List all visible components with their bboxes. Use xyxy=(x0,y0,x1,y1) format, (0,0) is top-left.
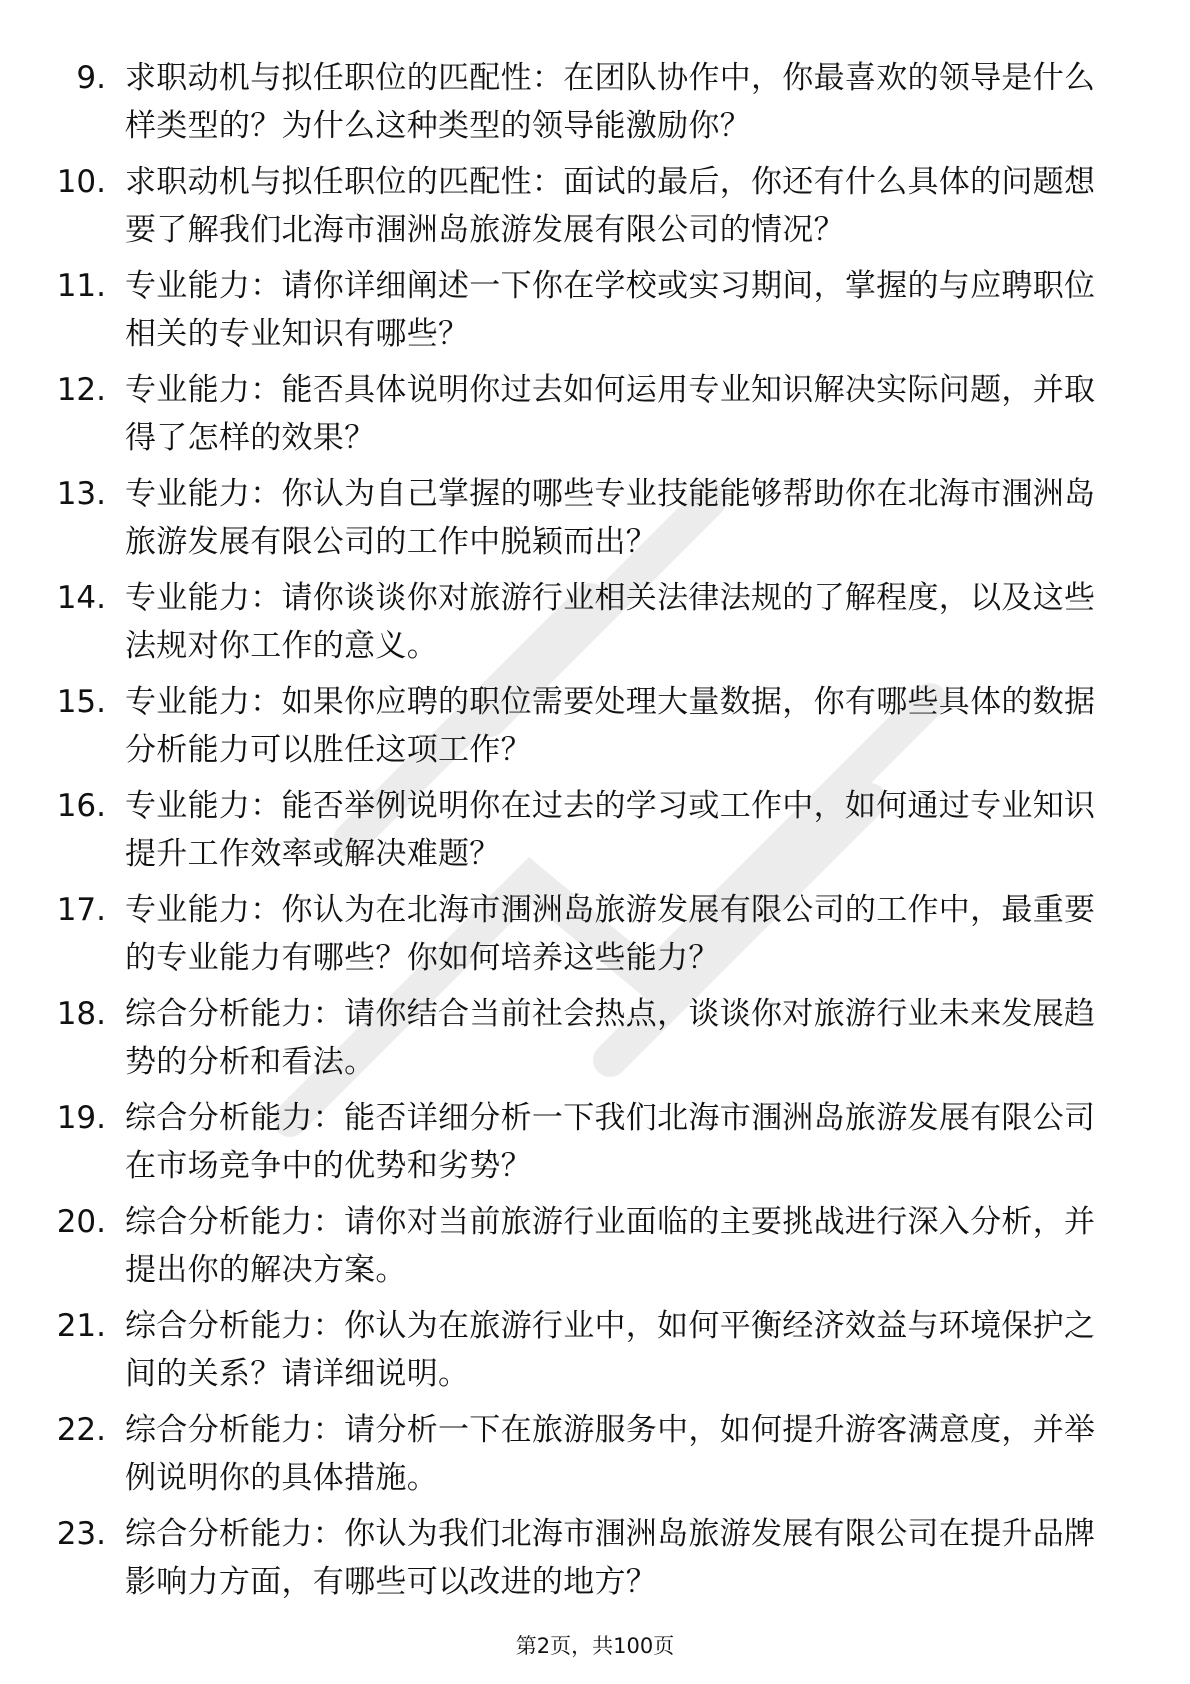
question-number: 19. xyxy=(56,1100,106,1136)
question-number: 23. xyxy=(56,1516,106,1552)
page-number-label: 第2页，共100页 xyxy=(515,1634,675,1658)
question-text: 专业能力：你认为自己掌握的哪些专业技能能够帮助你在北海市涠洲岛旅游发展有限公司的工作中脱颖而出？ xyxy=(125,476,1096,560)
list-item xyxy=(0,366,1190,470)
list-item xyxy=(0,1094,1190,1198)
list-item xyxy=(0,262,1190,366)
list-item xyxy=(0,1510,1190,1614)
question-number: 15. xyxy=(56,684,106,720)
page-footer xyxy=(0,1632,1190,1660)
list-item xyxy=(0,158,1190,262)
list-item xyxy=(0,990,1190,1094)
question-number: 20. xyxy=(56,1204,106,1240)
question-text: 专业能力：你认为在北海市涠洲岛旅游发展有限公司的工作中，最重要的专业能力有哪些？你如何培养这些能力？ xyxy=(125,892,1096,976)
question-list xyxy=(0,54,1190,1614)
question-text: 综合分析能力：你认为我们北海市涠洲岛旅游发展有限公司在提升品牌影响力方面，有哪些可以改进的地方？ xyxy=(125,1516,1096,1600)
question-text: 专业能力：能否举例说明你在过去的学习或工作中，如何通过专业知识提升工作效率或解决难题？ xyxy=(125,788,1096,872)
question-number: 16. xyxy=(56,788,106,824)
question-number: 18. xyxy=(56,996,106,1032)
list-item xyxy=(0,1302,1190,1406)
question-text: 综合分析能力：请你结合当前社会热点，谈谈你对旅游行业未来发展趋势的分析和看法。 xyxy=(125,996,1096,1080)
question-number: 17. xyxy=(56,892,106,928)
question-number: 21. xyxy=(56,1308,106,1344)
question-number: 11. xyxy=(56,268,106,304)
list-item xyxy=(0,470,1190,574)
question-number: 9. xyxy=(76,60,106,96)
question-text: 专业能力：请你详细阐述一下你在学校或实习期间，掌握的与应聘职位相关的专业知识有哪些？ xyxy=(125,268,1096,352)
list-item xyxy=(0,782,1190,886)
question-number: 12. xyxy=(56,372,106,408)
question-text: 综合分析能力：能否详细分析一下我们北海市涠洲岛旅游发展有限公司在市场竞争中的优势和劣势？ xyxy=(125,1100,1096,1184)
list-item xyxy=(0,1198,1190,1302)
list-item xyxy=(0,574,1190,678)
list-item xyxy=(0,886,1190,990)
question-number: 10. xyxy=(56,164,106,200)
question-text: 综合分析能力：请分析一下在旅游服务中，如何提升游客满意度，并举例说明你的具体措施。 xyxy=(125,1412,1096,1496)
question-text: 求职动机与拟任职位的匹配性：在团队协作中，你最喜欢的领导是什么样类型的？为什么这种类型的领导能激励你？ xyxy=(125,60,1096,144)
question-number: 14. xyxy=(56,580,106,616)
question-text: 求职动机与拟任职位的匹配性：面试的最后，你还有什么具体的问题想要了解我们北海市涠洲岛旅游发展有限公司的情况？ xyxy=(125,164,1096,248)
list-item xyxy=(0,54,1190,158)
question-text: 专业能力：请你谈谈你对旅游行业相关法律法规的了解程度，以及这些法规对你工作的意义。 xyxy=(125,580,1096,664)
question-text: 专业能力：如果你应聘的职位需要处理大量数据，你有哪些具体的数据分析能力可以胜任这项工作？ xyxy=(125,684,1096,768)
question-number: 13. xyxy=(56,476,106,512)
list-item xyxy=(0,1406,1190,1510)
question-text: 综合分析能力：请你对当前旅游行业面临的主要挑战进行深入分析，并提出你的解决方案。 xyxy=(125,1204,1096,1288)
list-item xyxy=(0,678,1190,782)
question-text: 专业能力：能否具体说明你过去如何运用专业知识解决实际问题，并取得了怎样的效果？ xyxy=(125,372,1096,456)
question-text: 综合分析能力：你认为在旅游行业中，如何平衡经济效益与环境保护之间的关系？请详细说明。 xyxy=(125,1308,1096,1392)
question-number: 22. xyxy=(56,1412,106,1448)
